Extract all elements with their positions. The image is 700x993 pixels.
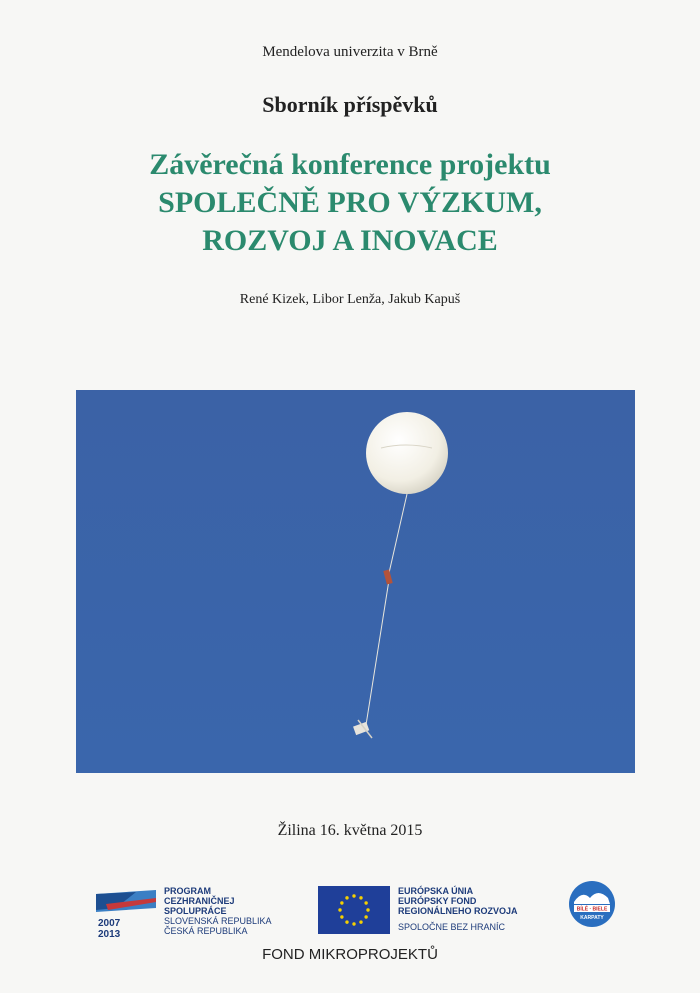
program-text xyxy=(164,886,272,936)
conference-title xyxy=(0,146,700,260)
eu-line-4: SPOLOČNE BEZ HRANÍC xyxy=(398,922,506,932)
balloon xyxy=(366,412,448,494)
beskydy-logo xyxy=(568,880,616,928)
program-line-1: PROGRAM xyxy=(164,886,211,896)
eu-line-2: EURÓPSKY FOND xyxy=(398,896,477,906)
eu-logo xyxy=(318,884,518,938)
eu-flag-icon xyxy=(318,886,390,934)
title-line-3: ROZVOJ A INOVACE xyxy=(202,224,498,257)
eu-star xyxy=(352,922,355,925)
eu-star xyxy=(340,901,343,904)
svg-text:BÍLÉ · BIELE: BÍLÉ · BIELE xyxy=(576,906,608,913)
program-line-3: SPOLUPRÁCE xyxy=(164,906,227,916)
program-line-4: SLOVENSKÁ REPUBLIKA xyxy=(164,916,272,926)
eu-star xyxy=(366,908,369,911)
program-logo xyxy=(96,884,296,938)
cover-photo xyxy=(76,390,635,773)
title-line-1: Závěrečná konference projektu xyxy=(149,148,551,181)
date-place: Žilina 16. května 2015 xyxy=(277,822,423,839)
title-line-2: SPOLEČNĚ PRO VÝZKUM, xyxy=(158,186,542,219)
eu-star xyxy=(340,915,343,918)
eu-star xyxy=(364,915,367,918)
program-icon xyxy=(96,884,156,938)
svg-text:KARPATY: KARPATY xyxy=(580,915,604,921)
svg-text:2013: 2013 xyxy=(98,929,121,938)
eu-star xyxy=(359,896,362,899)
eu-star xyxy=(338,908,341,911)
program-line-2: CEZHRANIČNEJ xyxy=(164,896,235,906)
eu-star xyxy=(359,920,362,923)
collection-title: Sborník příspěvků xyxy=(262,92,438,117)
eu-star xyxy=(352,894,355,897)
program-line-5: ČESKÁ REPUBLIKA xyxy=(164,926,248,936)
svg-text:2007: 2007 xyxy=(98,918,121,929)
authors: René Kizek, Libor Lenža, Jakub Kapuš xyxy=(239,292,461,307)
fund-name: FOND MIKROPROJEKTŮ xyxy=(262,946,438,963)
eu-line-3: REGIONÁLNEHO ROZVOJA xyxy=(398,906,518,916)
eu-star xyxy=(345,920,348,923)
university-name: Mendelova univerzita v Brně xyxy=(262,44,438,60)
balloon-photo xyxy=(76,390,635,773)
eu-star xyxy=(364,901,367,904)
eu-star xyxy=(345,896,348,899)
eu-text xyxy=(398,886,518,932)
eu-line-1: EURÓPSKA ÚNIA xyxy=(398,886,474,896)
